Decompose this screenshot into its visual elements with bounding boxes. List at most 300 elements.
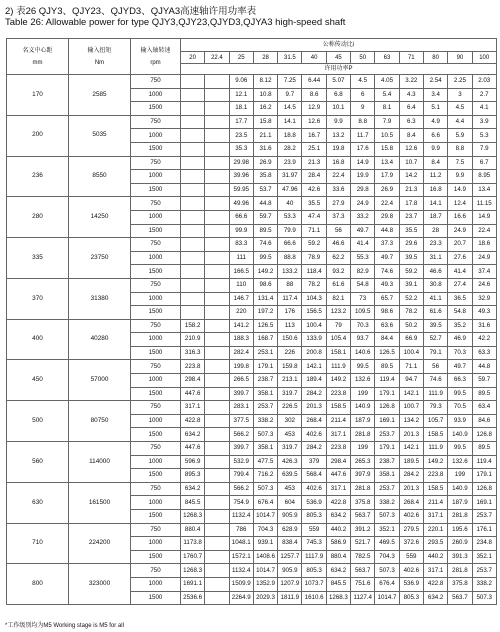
power-cell: 253.7 (472, 564, 496, 578)
input-speed-cell: 1500 (131, 428, 181, 442)
power-cell: 187.9 (351, 414, 375, 428)
power-cell: 15.8 (375, 142, 399, 156)
power-cell: 22.4 (326, 170, 350, 184)
power-cell: 281.8 (351, 428, 375, 442)
power-cell: 905.9 (278, 510, 302, 524)
power-cell (181, 129, 205, 143)
power-cell: 79.9 (278, 224, 302, 238)
power-cell: 563.7 (351, 510, 375, 524)
power-cell: 176.1 (472, 523, 496, 537)
power-cell: 26.9 (253, 156, 277, 170)
power-cell: 21.1 (253, 129, 277, 143)
power-cell: 149.2 (423, 455, 447, 469)
power-cell: 89.5 (472, 442, 496, 456)
power-cell: 33.6 (326, 183, 350, 197)
power-cell: 6 (351, 88, 375, 102)
power-cell: 7.25 (278, 75, 302, 89)
power-cell: 49.7 (375, 251, 399, 265)
input-torque-cell: 8550 (69, 156, 131, 197)
power-cell: 24.9 (472, 251, 496, 265)
power-cell: 845.5 (326, 577, 350, 591)
power-cell: 6.7 (472, 156, 496, 170)
power-cell: 447.6 (326, 469, 350, 483)
power-cell: 379 (302, 455, 326, 469)
power-cell: 179.1 (253, 360, 277, 374)
power-cell-empty (205, 156, 229, 170)
power-cell: 319.7 (278, 442, 302, 456)
input-speed-cell: 1500 (131, 265, 181, 279)
power-cell: 111 (229, 251, 253, 265)
power-cell: 536.9 (399, 577, 423, 591)
power-cell-empty (205, 129, 229, 143)
power-cell-empty (205, 523, 229, 537)
power-cell-empty (205, 428, 229, 442)
power-cell: 507.3 (472, 591, 496, 605)
power-cell: 319.7 (278, 387, 302, 401)
power-cell: 158.5 (423, 428, 447, 442)
power-cell: 88.8 (278, 251, 302, 265)
center-distance-cell: 800 (7, 564, 69, 605)
header-ratio-cell: 71 (399, 52, 423, 64)
power-cell (181, 238, 205, 252)
power-cell: 201.3 (399, 482, 423, 496)
power-cell: 253.7 (375, 428, 399, 442)
power-cell: 6.3 (399, 115, 423, 129)
power-cell: 31.1 (423, 251, 447, 265)
power-cell: 195.6 (448, 523, 472, 537)
power-cell: 220.1 (423, 523, 447, 537)
power-cell: 140.9 (351, 401, 375, 415)
power-cell: 17.7 (229, 115, 253, 129)
power-cell: 140.9 (448, 482, 472, 496)
table-caption-chinese: 2) 表26 QJY3、QJY23、QJYD3、QJYA3高速轴许用功率表 (5, 6, 257, 17)
power-cell: 29.98 (229, 156, 253, 170)
power-cell: 35.8 (253, 170, 277, 184)
power-cell: 604 (278, 496, 302, 510)
power-cell: 28.4 (302, 170, 326, 184)
power-cell: 141.2 (229, 319, 253, 333)
power-cell: 104.3 (302, 292, 326, 306)
power-cell: 8.8 (448, 142, 472, 156)
input-torque-cell: 80750 (69, 401, 131, 442)
power-cell: 70.3 (448, 346, 472, 360)
power-cell: 79.3 (423, 401, 447, 415)
power-cell (181, 142, 205, 156)
power-cell: 1207.9 (278, 577, 302, 591)
power-cell: 754.9 (229, 496, 253, 510)
header-ratio-cell: 80 (423, 52, 447, 64)
power-cell: 6.44 (302, 75, 326, 89)
power-cell: 1760.7 (181, 550, 205, 564)
input-speed-cell: 1000 (131, 251, 181, 265)
power-cell: 210.9 (181, 333, 205, 347)
power-cell: 1073.7 (302, 577, 326, 591)
center-distance-cell: 170 (7, 75, 69, 116)
power-cell: 27.6 (448, 251, 472, 265)
power-cell (181, 156, 205, 170)
power-cell: 54.8 (351, 278, 375, 292)
power-cell: 14.1 (278, 115, 302, 129)
power-cell: 159.8 (278, 360, 302, 374)
power-cell: 17.8 (399, 197, 423, 211)
power-cell: 49.3 (375, 278, 399, 292)
power-cell: 53.7 (253, 183, 277, 197)
power-cell: 639.5 (278, 469, 302, 483)
power-cell: 132.6 (448, 455, 472, 469)
power-cell: 179.1 (472, 469, 496, 483)
power-cell: 317.1 (326, 428, 350, 442)
power-cell: 905.9 (278, 564, 302, 578)
power-cell: 352.1 (375, 523, 399, 537)
power-cell: 149.2 (326, 374, 350, 388)
power-cell: 53.3 (278, 210, 302, 224)
input-speed-cell: 750 (131, 75, 181, 89)
power-cell: 13.2 (326, 129, 350, 143)
power-cell: 201.3 (302, 401, 326, 415)
power-cell: 47.96 (278, 183, 302, 197)
center-distance-cell: 400 (7, 319, 69, 360)
power-cell: 118.4 (302, 265, 326, 279)
center-distance-cell: 236 (7, 156, 69, 197)
power-cell: 12.6 (302, 115, 326, 129)
input-speed-cell: 1000 (131, 496, 181, 510)
power-cell: 28 (423, 224, 447, 238)
power-cell: 9.7 (278, 88, 302, 102)
power-cell: 12.6 (399, 142, 423, 156)
power-cell: 54.8 (448, 306, 472, 320)
power-cell: 158.5 (326, 401, 350, 415)
power-cell: 282.4 (229, 346, 253, 360)
power-cell: 1268.3 (181, 510, 205, 524)
power-cell: 1352.9 (253, 577, 277, 591)
power-cell: 634.2 (181, 428, 205, 442)
power-cell: 281.8 (448, 564, 472, 578)
power-cell: 44.8 (472, 360, 496, 374)
power-cell: 119.4 (375, 374, 399, 388)
input-speed-cell: 1500 (131, 306, 181, 320)
power-cell: 52.7 (423, 333, 447, 347)
power-cell: 35.3 (229, 142, 253, 156)
power-cell: 41.1 (423, 292, 447, 306)
power-cell: 7.9 (472, 142, 496, 156)
center-distance-cell: 560 (7, 442, 69, 483)
power-cell: 10.1 (326, 102, 350, 116)
power-cell-empty (205, 197, 229, 211)
table-row (7, 401, 497, 415)
header-row-ratio-title (7, 39, 497, 52)
power-cell (181, 75, 205, 89)
power-cell: 40 (278, 197, 302, 211)
power-cell: 71.1 (399, 360, 423, 374)
power-cell: 35.2 (448, 319, 472, 333)
power-cell: 281.8 (351, 482, 375, 496)
power-cell: 1117.9 (302, 550, 326, 564)
power-cell: 98.6 (375, 306, 399, 320)
header-ratio-cell: 25 (229, 52, 253, 64)
power-cell: 6.4 (399, 102, 423, 116)
power-cell-empty (205, 374, 229, 388)
power-cell: 71.1 (302, 224, 326, 238)
power-cell-empty (205, 278, 229, 292)
power-cell: 521.7 (351, 537, 375, 551)
power-cell: 634.2 (181, 482, 205, 496)
power-cell: 805.3 (399, 591, 423, 605)
power-cell-empty (205, 183, 229, 197)
power-cell: 284.2 (399, 469, 423, 483)
power-cell: 2.25 (448, 75, 472, 89)
table-row (7, 278, 497, 292)
power-cell: 8.4 (399, 129, 423, 143)
power-cell: 9.06 (229, 75, 253, 89)
power-cell: 1014.7 (253, 510, 277, 524)
table-row (7, 564, 497, 578)
power-cell: 281.8 (448, 510, 472, 524)
power-cell: 66.3 (448, 374, 472, 388)
power-cell: 253.7 (472, 510, 496, 524)
power-cell: 5.9 (448, 129, 472, 143)
power-cell: 16.6 (448, 210, 472, 224)
input-speed-cell: 1000 (131, 374, 181, 388)
power-cell: 704.3 (375, 550, 399, 564)
header-ratio-cell: 28 (253, 52, 277, 64)
power-cell: 19.9 (351, 170, 375, 184)
power-cell (181, 102, 205, 116)
power-cell: 391.2 (351, 523, 375, 537)
power-cell: 338.2 (472, 577, 496, 591)
power-cell: 39.1 (399, 278, 423, 292)
power-cell: 10.7 (399, 156, 423, 170)
power-cell: 55.3 (351, 251, 375, 265)
power-cell: 94.7 (399, 374, 423, 388)
power-cell: 338.2 (375, 496, 399, 510)
header-input-torque (69, 39, 131, 75)
power-cell: 140.6 (351, 346, 375, 360)
power-cell: 21.3 (399, 183, 423, 197)
table-row (7, 197, 497, 211)
power-cell: 223.8 (326, 442, 350, 456)
power-cell: 8.1 (375, 102, 399, 116)
input-speed-cell: 1500 (131, 550, 181, 564)
power-cell: 27.4 (448, 278, 472, 292)
power-cell: 61.6 (326, 278, 350, 292)
power-cell: 12.9 (302, 102, 326, 116)
center-distance-cell: 630 (7, 482, 69, 523)
power-cell: 238.7 (253, 374, 277, 388)
input-speed-cell: 1000 (131, 88, 181, 102)
power-cell: 49.96 (229, 197, 253, 211)
table-row (7, 360, 497, 374)
power-cell: 302 (278, 414, 302, 428)
power-cell: 39.5 (423, 319, 447, 333)
power-cell: 52.2 (399, 292, 423, 306)
header-ratio-title: 公称传动比i (181, 39, 497, 52)
power-cell: 13.4 (472, 183, 496, 197)
power-cell: 317.1 (423, 510, 447, 524)
power-cell: 29.8 (375, 210, 399, 224)
power-cell: 283.1 (229, 401, 253, 415)
power-cell: 41.4 (448, 265, 472, 279)
input-speed-cell: 750 (131, 156, 181, 170)
power-cell: 234.8 (472, 537, 496, 551)
input-speed-cell: 750 (131, 238, 181, 252)
power-cell: 41.4 (351, 238, 375, 252)
power-cell (181, 278, 205, 292)
power-cell: 13.4 (375, 156, 399, 170)
power-cell: 42.2 (472, 333, 496, 347)
power-cell: 317.1 (326, 482, 350, 496)
header-center-distance-unit: mm (32, 59, 43, 66)
power-cell: 2.03 (472, 75, 496, 89)
power-cell: 42.6 (302, 183, 326, 197)
power-cell: 375.8 (351, 496, 375, 510)
power-cell: 126.8 (472, 428, 496, 442)
power-cell: 704.3 (253, 523, 277, 537)
input-speed-cell: 1500 (131, 346, 181, 360)
power-cell: 18.1 (229, 102, 253, 116)
header-center-distance-label: 名义中心距 (22, 47, 53, 54)
header-ratio-cell: 20 (181, 52, 205, 64)
power-cell: 22.4 (472, 224, 496, 238)
power-cell: 268.4 (302, 414, 326, 428)
power-cell: 20.7 (448, 238, 472, 252)
input-speed-cell: 750 (131, 197, 181, 211)
center-distance-cell: 335 (7, 238, 69, 279)
power-cell: 35.5 (399, 224, 423, 238)
power-cell: 4.05 (375, 75, 399, 89)
power-cell: 111.9 (423, 387, 447, 401)
table-row (7, 482, 497, 496)
power-cell: 8.12 (253, 75, 277, 89)
power-cell: 399.7 (229, 387, 253, 401)
power-cell: 56 (423, 360, 447, 374)
power-cell: 30.8 (423, 278, 447, 292)
header-input-torque-unit: Nm (94, 59, 105, 66)
power-cell: 316.3 (181, 346, 205, 360)
power-cell: 895.3 (181, 469, 205, 483)
power-cell: 146.7 (229, 292, 253, 306)
power-cell: 8.4 (423, 156, 447, 170)
power-cell: 168.7 (253, 333, 277, 347)
header-ratio-cell: 63 (375, 52, 399, 64)
table-row (7, 319, 497, 333)
power-cell: 23.5 (229, 129, 253, 143)
power-cell: 93.9 (448, 414, 472, 428)
power-cell: 197.2 (253, 306, 277, 320)
power-cell: 5.4 (375, 88, 399, 102)
power-cell: 200.8 (302, 346, 326, 360)
power-cell: 18.6 (472, 238, 496, 252)
power-cell: 24.6 (472, 278, 496, 292)
input-speed-cell: 750 (131, 401, 181, 415)
power-cell: 37.4 (472, 265, 496, 279)
power-cell: 47.4 (302, 210, 326, 224)
power-cell: 66.6 (278, 238, 302, 252)
power-cell: 99.5 (448, 387, 472, 401)
power-cell: 1268.3 (181, 564, 205, 578)
table-row (7, 115, 497, 129)
power-cell: 46.6 (326, 238, 350, 252)
power-cell: 507.3 (253, 482, 277, 496)
power-cell: 805.3 (302, 510, 326, 524)
power-cell: 14.2 (399, 170, 423, 184)
power-cell-empty (205, 469, 229, 483)
power-cell: 99.9 (229, 224, 253, 238)
power-cell: 559 (399, 550, 423, 564)
input-speed-cell: 1000 (131, 577, 181, 591)
power-cell: 469.5 (375, 537, 399, 551)
input-speed-cell: 1500 (131, 387, 181, 401)
header-ratio-cell: 50 (351, 52, 375, 64)
power-cell: 1257.7 (278, 550, 302, 564)
power-cell: 352.1 (472, 550, 496, 564)
power-cell: 211.4 (326, 414, 350, 428)
power-cell: 23.9 (278, 156, 302, 170)
power-cell-empty (205, 319, 229, 333)
header-input-speed (131, 39, 181, 75)
input-speed-cell: 1500 (131, 183, 181, 197)
input-speed-cell: 1500 (131, 591, 181, 605)
power-cell (181, 292, 205, 306)
power-cell (181, 170, 205, 184)
power-cell: 74.6 (375, 265, 399, 279)
input-torque-cell: 323000 (69, 564, 131, 605)
power-cell: 634.2 (326, 510, 350, 524)
input-speed-cell: 750 (131, 442, 181, 456)
power-cell: 6.6 (423, 129, 447, 143)
power-cell-empty (205, 251, 229, 265)
power-cell: 49.7 (351, 224, 375, 238)
power-cell: 1132.4 (229, 510, 253, 524)
power-cell: 8.95 (472, 170, 496, 184)
power-cell: 8.6 (302, 88, 326, 102)
power-cell-empty (205, 306, 229, 320)
power-cell-empty (205, 265, 229, 279)
power-cell: 19.8 (326, 142, 350, 156)
table-body (7, 75, 497, 605)
power-cell: 11.7 (351, 129, 375, 143)
power-cell: 199 (351, 442, 375, 456)
power-cell: 358.1 (375, 469, 399, 483)
power-cell: 5.07 (326, 75, 350, 89)
power-cell: 265.3 (351, 455, 375, 469)
power-cell: 89.5 (472, 387, 496, 401)
power-cell: 65.7 (375, 292, 399, 306)
power-cell: 453 (278, 482, 302, 496)
power-cell: 426.3 (278, 455, 302, 469)
power-cell: 293.5 (423, 537, 447, 551)
power-cell: 238.7 (375, 455, 399, 469)
power-cell: 117.4 (278, 292, 302, 306)
power-cell: 2536.6 (181, 591, 205, 605)
power-cell: 751.6 (351, 577, 375, 591)
power-cell: 39.96 (229, 170, 253, 184)
power-cell: 100.4 (399, 346, 423, 360)
power-cell: 566.2 (229, 482, 253, 496)
power-cell: 223.8 (326, 387, 350, 401)
power-cell: 63.4 (472, 401, 496, 415)
power-cell: 745.3 (302, 537, 326, 551)
power-cell: 78.9 (302, 251, 326, 265)
power-cell: 2029.3 (253, 591, 277, 605)
power-cell: 113 (278, 319, 302, 333)
power-cell: 131.4 (253, 292, 277, 306)
power-cell: 169.1 (472, 496, 496, 510)
center-distance-cell: 500 (7, 401, 69, 442)
power-cell: 1048.1 (229, 537, 253, 551)
power-cell: 402.6 (302, 428, 326, 442)
power-cell-empty (205, 115, 229, 129)
power-cell: 59.7 (253, 210, 277, 224)
